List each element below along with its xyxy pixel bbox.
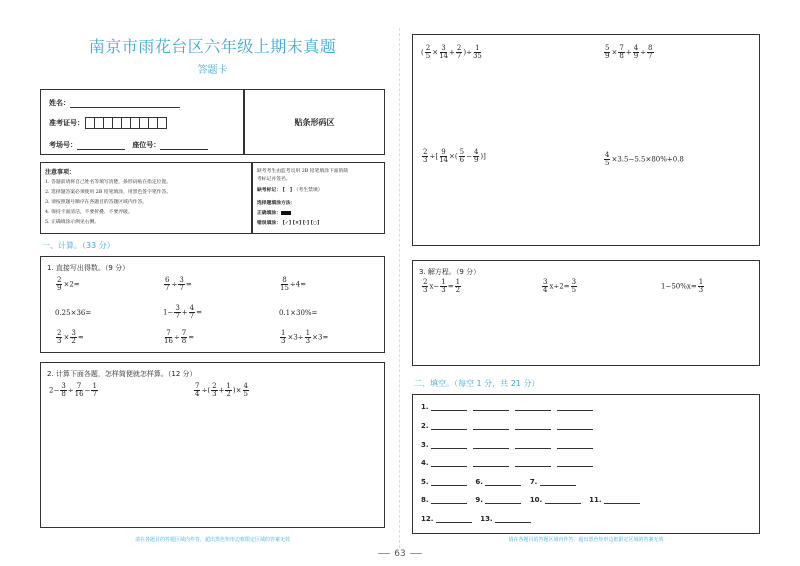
q1-item: 0.1×30%= [279,309,318,317]
absent-fill-box: 缺考考生由监考员用 2B 铅笔填涂下面的缺 考标记并签名。 缺考标记： [ ] （考生禁填） 选择题填涂方法： 正确填涂： 错误填涂： [✓] [×] [·] [○] [252,162,385,234]
blank-input[interactable] [515,423,551,430]
blank-input[interactable] [545,497,581,504]
exam-id-field: 准考证号： [49,117,167,129]
blank-input[interactable] [431,479,467,486]
q2-expr-3: ( $\frac{2}{5}$ × $\frac{3}{14}$ + $\frac{2}{7}$ )÷ $\frac{1}{35}$ [421,44,482,60]
q1-item: 0.25×36= [55,309,92,317]
blank-input[interactable] [540,479,576,486]
q2-expr-4: $\frac{5}{9}$ × $\frac{7}{8}$ + $\frac{4}{9}$ ÷ $\frac{8}{7}$ [605,44,653,60]
q1-item: $\frac{1}{3}$ ×3÷ $\frac{1}{3}$ ×3= [281,329,329,345]
q3-answer-box[interactable] [412,260,760,366]
q2-expr-6: $\frac{4}{5}$ ×3.5−5.5×80%+0.8 [605,151,684,167]
blank-input[interactable] [436,516,472,523]
correct-fill-example [281,211,291,215]
blank-input[interactable] [495,516,531,523]
q1-item: 1− $\frac{3}{7}$ + $\frac{4}{7}$ = [163,304,203,320]
q3-title: 3. 解方程。（9 分） [419,268,481,276]
blank-input[interactable] [557,404,593,411]
blank-input[interactable] [557,423,593,430]
student-info-box [40,89,244,155]
q3-expr-2: $\frac{3}{4}$ x÷2= $\frac{3}{5}$ [543,278,577,294]
barcode-area: 贴条形码区 [244,89,385,155]
room-input[interactable] [77,142,125,150]
note-line: 2. 选择题答案必须使用 2B 铅笔填涂，用黑色签字笔作答。 [45,190,172,195]
blank-input[interactable] [431,460,467,467]
q2-continued-box[interactable] [412,34,760,246]
blank-input[interactable] [473,423,509,430]
q2-expr-1: 2− $\frac{3}{8}$ ÷ $\frac{7}{16}$ − $\frac{1}{7}$ [49,382,97,398]
note-line: 3. 请按照题号顺序在各题目的答题区域内作答。 [45,200,148,205]
fill-blank-box: 1. 2. 3. 4. 5. 6. 7. 8. 9. 10. 11. 12. 13. [412,394,760,534]
blank-input[interactable] [431,497,467,504]
page-number: 63 [370,549,430,559]
section-calc-heading: 一、计算。（33 分） [42,241,115,250]
q2-answer-box[interactable] [40,362,385,528]
blank-input[interactable] [557,460,593,467]
blank-input[interactable] [431,423,467,430]
q1-item: $\frac{2}{9}$ ×2= [57,276,80,292]
q3-expr-3: 1−50%x= $\frac{1}{3}$ [661,278,704,294]
page-title: 南京市雨花台区六年级上期末真题 [88,37,337,56]
blank-input[interactable] [431,404,467,411]
q2-expr-2: $\frac{7}{4}$ ÷( $\frac{2}{3}$ + $\frac{1}{2}$ )× $\frac{4}{5}$ [195,382,248,398]
section-fill-heading: 二、填空。（每空 1 分，共 21 分） [414,379,540,388]
absent-mark-box[interactable]: [ ] [282,188,293,193]
blank-input[interactable] [431,442,467,449]
notes-box: 注意事项： 1. 答题前请将自己姓名等填写清楚，条形码贴在指定位置。 2. 选择题答案必须使用 2B 铅笔填涂，用黑色签字笔作答。 3. 请按照题号顺序在各题目的答题区域内作答。 4. 保持卡面清洁，不要折叠、不要弄破。 5. 正确填涂示例见右侧。 [40,162,252,234]
q3-expr-1: $\frac{2}{3}$ x− $\frac{1}{3}$ = $\frac{1}{2}$ [423,278,461,294]
wrong-fill-examples: [✓] [×] [·] [○] [282,221,320,226]
blank-input[interactable] [557,442,593,449]
q1-answer-box[interactable] [40,256,385,353]
note-line: 5. 正确填涂示例见右侧。 [45,220,100,225]
room-seat-field: 考场号： 座位号： [49,140,208,150]
page-subtitle: 答题卡 [197,65,228,76]
blank-input[interactable] [515,442,551,449]
q2-title: 2. 计算下面各题，怎样简便就怎样算。（12 分） [47,370,197,378]
q2-expr-5: $\frac{2}{3}$ ÷[ $\frac{9}{14}$ ×( $\frac{5}{6}$ − $\frac{4}{9}$ )] [423,148,486,164]
q1-title: 1. 直接写出得数。（9 分） [47,264,130,272]
blank-input[interactable] [485,479,521,486]
q1-item: $\frac{7}{16}$ ÷ $\frac{7}{8}$ = [164,329,195,345]
blank-input[interactable] [473,404,509,411]
blank-input[interactable] [515,460,551,467]
blank-input[interactable] [515,404,551,411]
blank-input[interactable] [485,497,521,504]
blank-input[interactable] [604,497,640,504]
blank-input[interactable] [473,442,509,449]
q1-item: $\frac{2}{3}$ × $\frac{3}{2}$ = [57,329,84,345]
blank-input[interactable] [473,460,509,467]
page-divider [399,28,400,548]
exam-id-boxes[interactable] [86,119,167,127]
seat-input[interactable] [160,142,208,150]
q1-item: $\frac{6}{7}$ ÷ $\frac{3}{7}$ = [165,276,192,292]
q1-item: $\frac{8}{15}$ ÷4= [280,276,307,292]
name-field: 姓名： [49,98,180,108]
note-line: 1. 答题前请将自己姓名等填写清楚，条形码贴在指定位置。 [45,180,172,185]
note-line: 4. 保持卡面清洁，不要折叠、不要弄破。 [45,210,133,215]
footer-note-right: 请在各题目的答题区域内作答，超出黑色矩形边框限定区域的答案无效 [508,537,664,543]
footer-note-left: 请在各题目的答题区域内作答，超出黑色矩形边框限定区域的答案无效 [134,537,290,543]
name-input[interactable] [70,100,180,108]
